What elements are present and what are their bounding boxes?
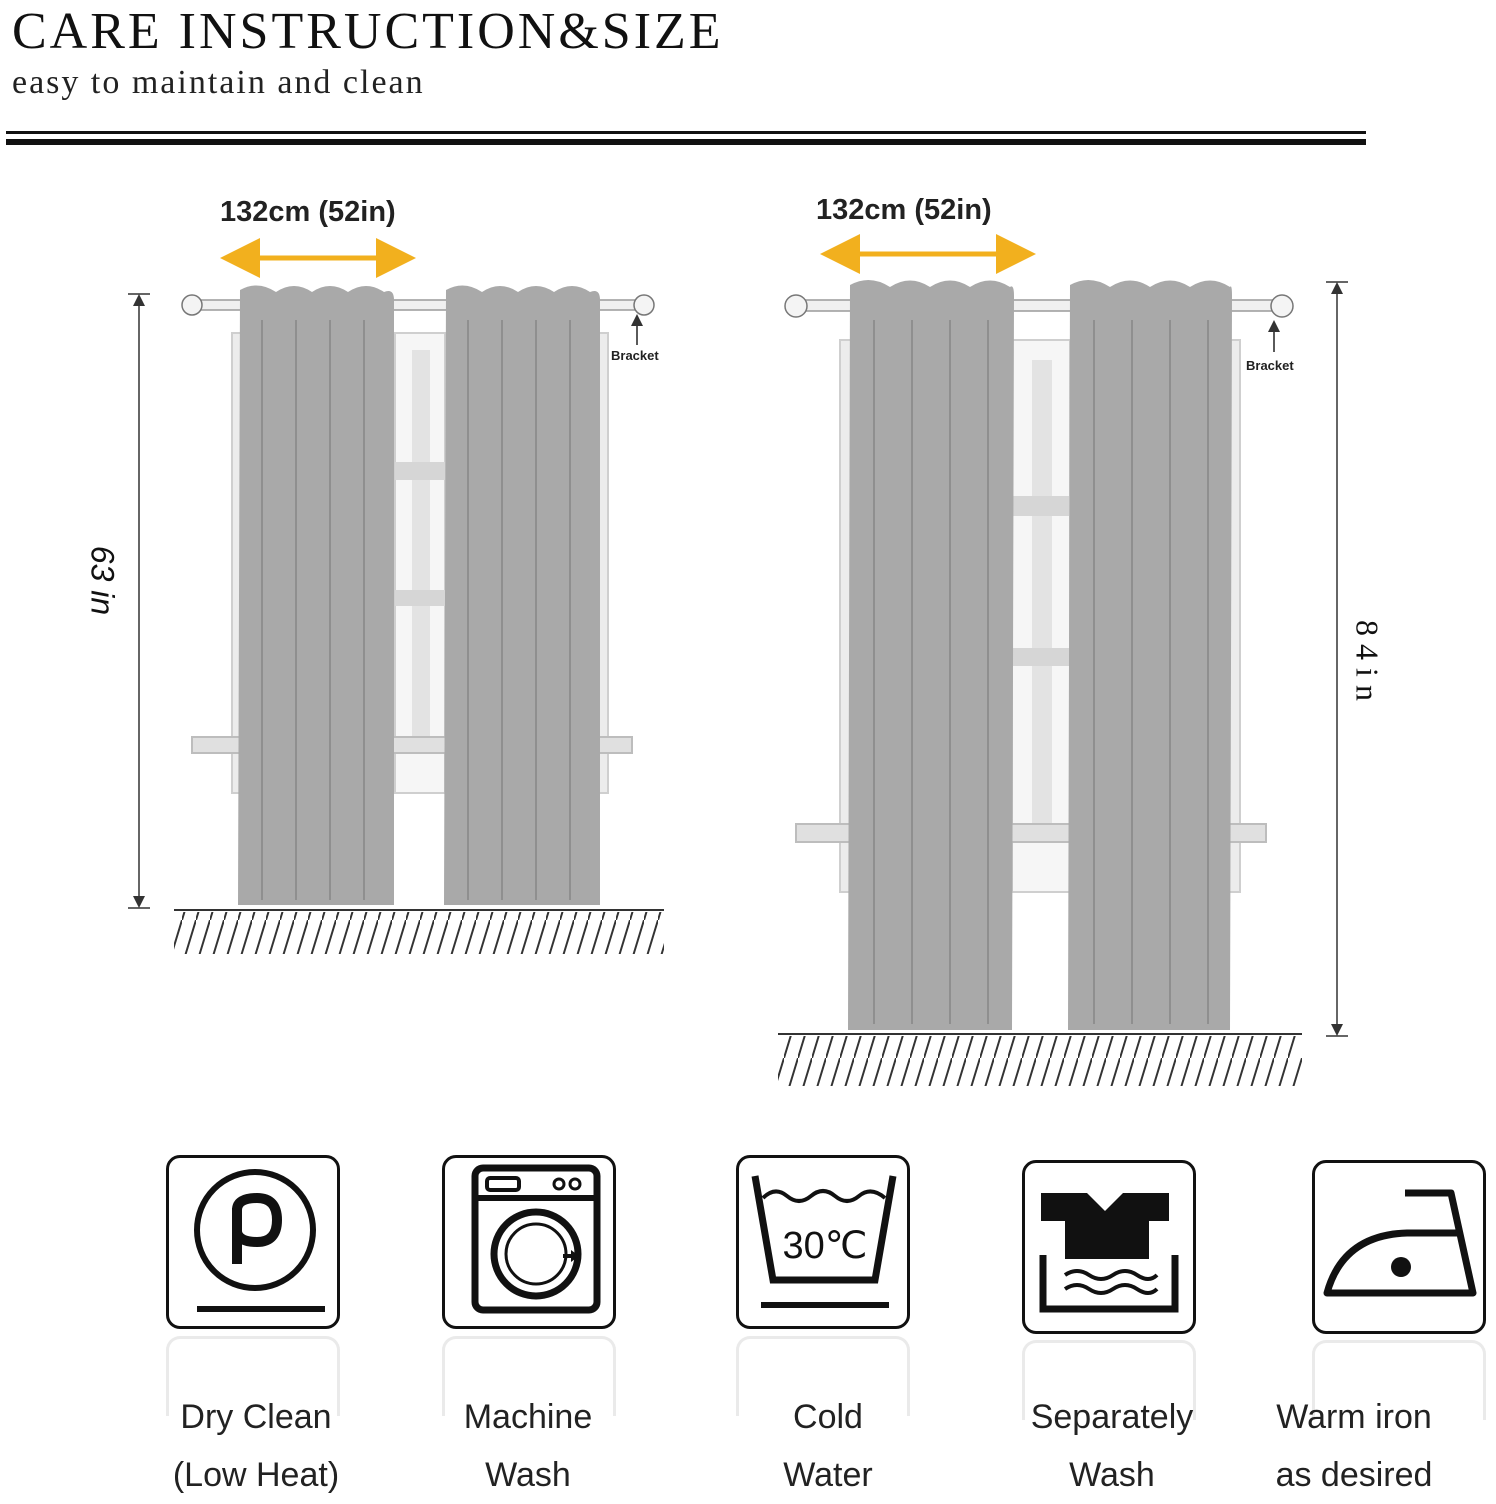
height-label-84in: 84in (1349, 620, 1386, 709)
floor-hatch (778, 1036, 1302, 1086)
care-label-warm-iron: Warm iron as desired (1275, 1398, 1433, 1494)
height-label-63in: 63 in (84, 545, 121, 616)
separately-wash-icon (1022, 1160, 1196, 1334)
care-label-machine-wash: Machine Wash (463, 1398, 593, 1494)
floor-hatch (174, 912, 664, 954)
width-label-63in: 132cm (52in) (220, 196, 396, 228)
width-label-84in: 132cm (52in) (816, 194, 992, 226)
page-subtitle: easy to maintain and clean (12, 64, 425, 101)
washing-machine-icon (442, 1155, 616, 1329)
care-label-dry-clean: Dry Clean (Low Heat) (172, 1398, 340, 1494)
page-title: CARE INSTRUCTION&SIZE (12, 3, 724, 60)
dry-clean-icon (166, 1155, 340, 1329)
curtain-panel-left (848, 280, 1014, 1030)
iron-icon (1312, 1160, 1486, 1334)
bracket-label-84in: Bracket (1246, 358, 1294, 373)
care-label-separately-wash: Separately Wash (1030, 1398, 1194, 1494)
water-temperature: 30℃ (782, 1225, 868, 1267)
diagram-84in (778, 254, 1348, 1086)
diagram-63in (128, 258, 664, 954)
cold-water-icon (736, 1155, 910, 1329)
care-label-cold-water: Cold Water (783, 1398, 873, 1494)
bracket-label-63in: Bracket (611, 348, 659, 363)
